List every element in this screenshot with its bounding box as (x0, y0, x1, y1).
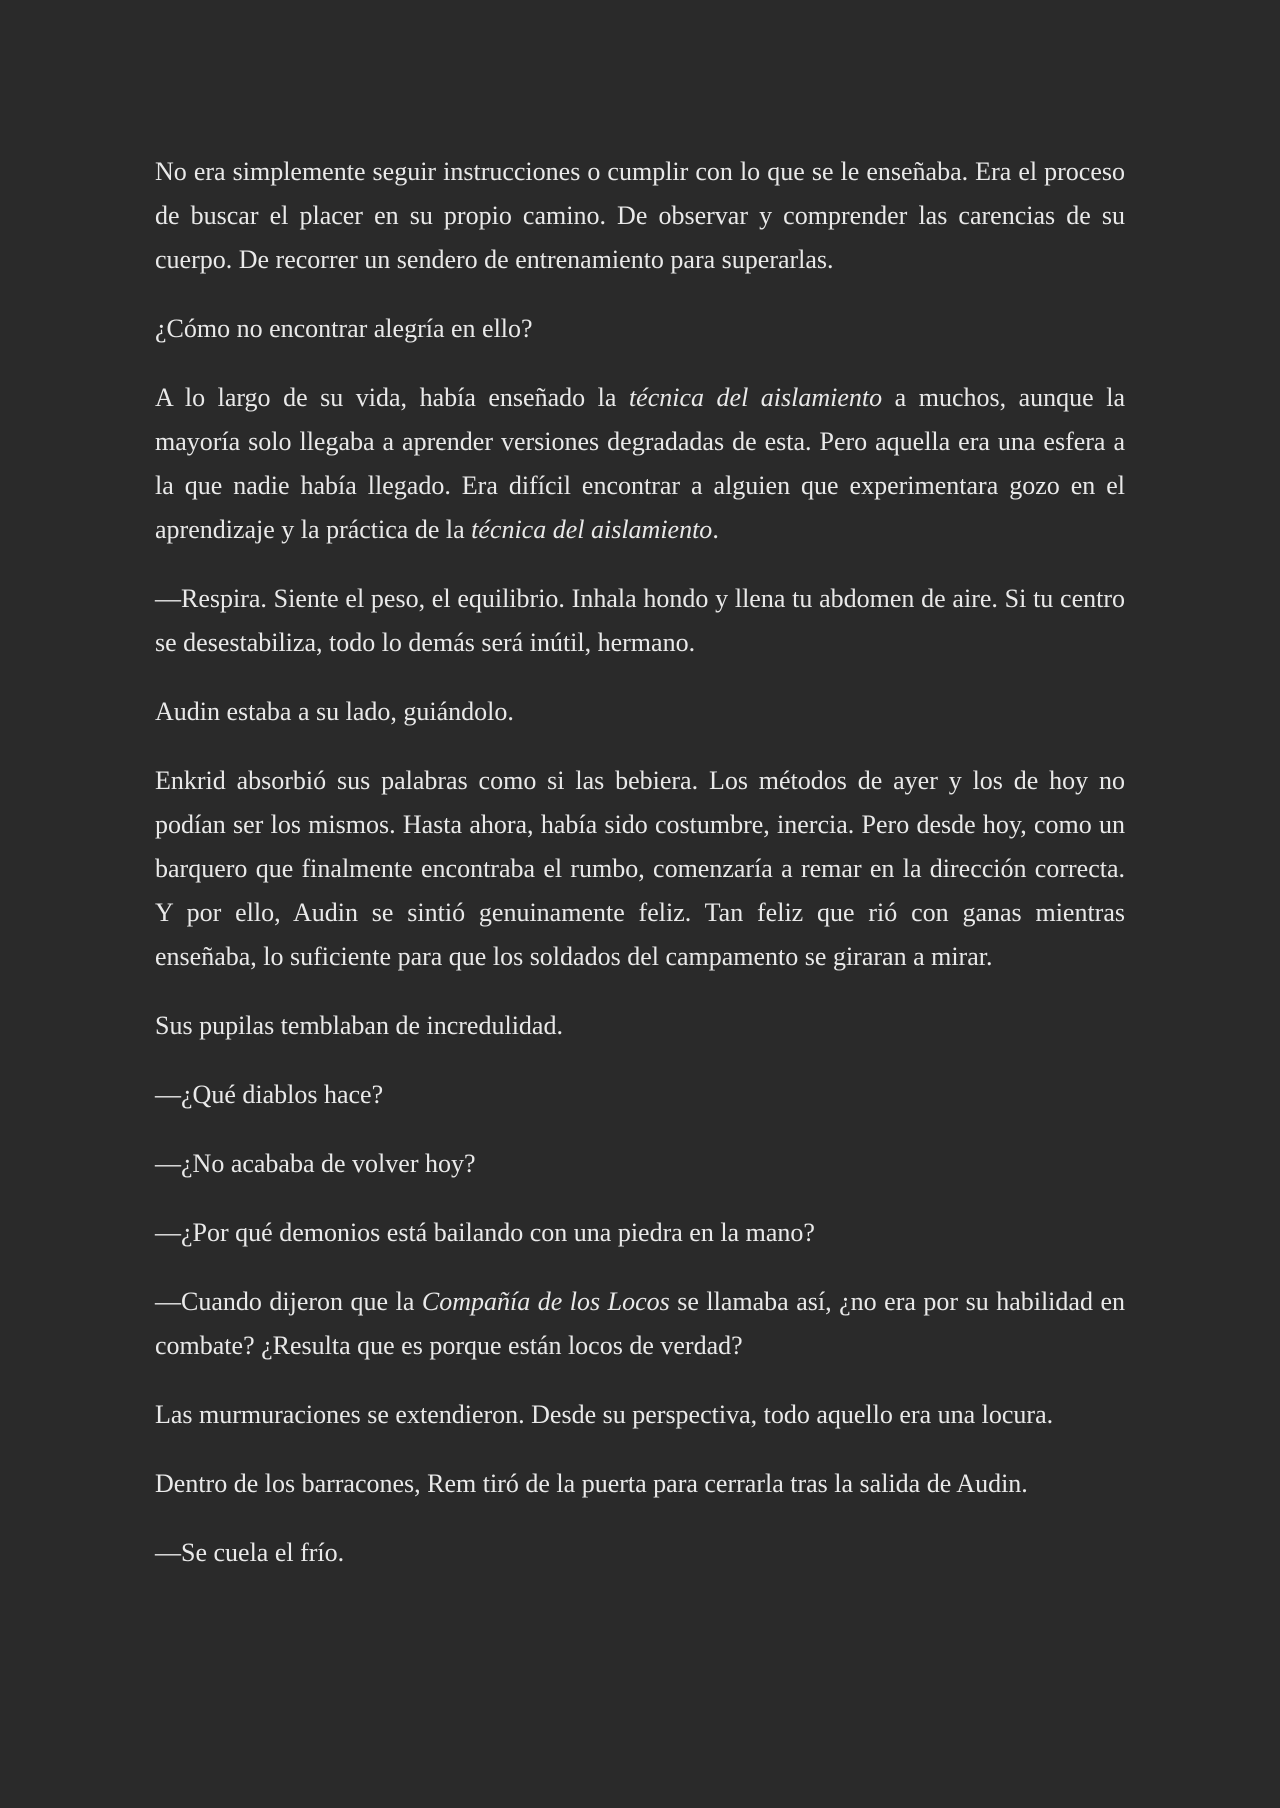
text-segment: Sus pupilas temblaban de incredulidad. (155, 1011, 563, 1040)
paragraph (155, 1004, 1125, 1048)
paragraph (155, 1462, 1125, 1506)
paragraph (155, 1142, 1125, 1186)
text-segment: . (712, 515, 719, 544)
paragraph (155, 1393, 1125, 1437)
paragraph (155, 1211, 1125, 1255)
text-segment: No era simplemente seguir instrucciones o cumplir con lo que se le enseñaba. Era el proceso de buscar el placer en su propio camino. De observar y comprender las carencias de su cuerpo. De recorrer un sendero de entrenamiento para superarlas. (155, 157, 1125, 274)
text-segment: A lo largo de su vida, había enseñado la (155, 383, 629, 412)
paragraph (155, 690, 1125, 734)
text-segment: —¿No acababa de volver hoy? (155, 1149, 476, 1178)
italic-text: Compañía de los Locos (421, 1287, 670, 1316)
text-segment: —Respira. Siente el peso, el equilibrio. Inhala hondo y llena tu abdomen de aire. Si tu centro se desestabiliza, todo lo demás será inútil, hermano. (155, 584, 1125, 657)
italic-text: técnica del aislamiento (471, 515, 713, 544)
document-page (155, 150, 1125, 1600)
text-segment: Dentro de los barracones, Rem tiró de la puerta para cerrarla tras la salida de Audin. (155, 1469, 1028, 1498)
paragraph (155, 1280, 1125, 1368)
text-segment: —Se cuela el frío. (155, 1538, 345, 1567)
text-segment: ¿Cómo no encontrar alegría en ello? (155, 314, 533, 343)
paragraph (155, 150, 1125, 282)
paragraph (155, 307, 1125, 351)
text-segment: —¿Qué diablos hace? (155, 1080, 384, 1109)
paragraph (155, 1531, 1125, 1575)
text-segment: Audin estaba a su lado, guiándolo. (155, 697, 514, 726)
paragraph (155, 376, 1125, 552)
text-segment: —Cuando dijeron que la (155, 1287, 422, 1316)
paragraph-list (155, 150, 1125, 1575)
text-segment: a muchos, aunque la mayoría solo llegaba a aprender versiones degradadas de esta. Pero aquella era una esfera a la que nadie había llegado. Era difícil encontrar a alguien que experimentara gozo en el aprendizaje y la práctica de la (155, 383, 1125, 544)
paragraph (155, 759, 1125, 979)
italic-text: técnica del aislamiento (628, 383, 883, 412)
paragraph (155, 1073, 1125, 1117)
paragraph (155, 577, 1125, 665)
text-segment: —¿Por qué demonios está bailando con una piedra en la mano? (155, 1218, 815, 1247)
text-segment: Las murmuraciones se extendieron. Desde su perspectiva, todo aquello era una locura. (155, 1400, 1054, 1429)
text-segment: Enkrid absorbió sus palabras como si las bebiera. Los métodos de ayer y los de hoy no podían ser los mismos. Hasta ahora, había sido costumbre, inercia. Pero desde hoy, como un barquero que finalmente encontraba el rumbo, comenzaría a remar en la dirección correcta. Y por ello, Audin se sintió genuinamente feliz. Tan feliz que rió con ganas mientras enseñaba, lo suficiente para que los soldados del campamento se giraran a mirar. (155, 766, 1125, 971)
text-segment: se llamaba así, ¿no era por su habilidad en combate? ¿Resulta que es porque están locos de verdad? (155, 1287, 1125, 1360)
